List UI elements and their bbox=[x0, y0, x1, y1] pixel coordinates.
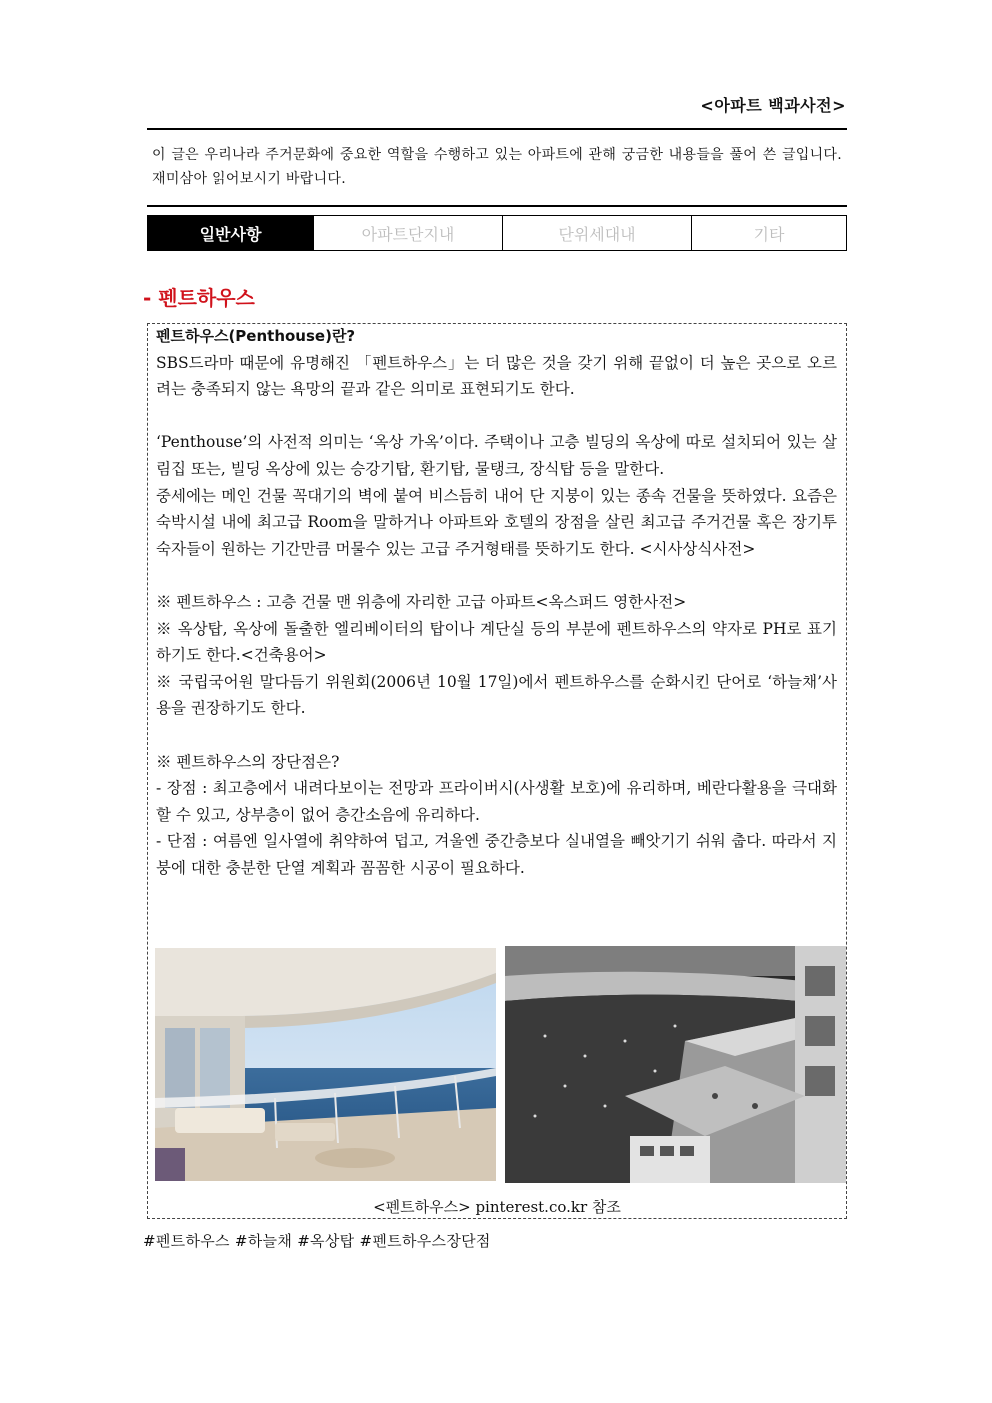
intro-text: 이 글은 우리나라 주거문화에 중요한 역할을 수행하고 있는 아파트에 관해 궁금한 내용들을 풀어 쓴 글입니다. 재미삼아 읽어보시기 바랍니다. bbox=[152, 147, 842, 187]
pros-text: - 장점 : 최고층에서 내려다보이는 전망과 프라이버시(사생활 보호)에 유리하며, 베란다활용을 극대화할 수 있고, 상부층이 없어 층간소음에 유리하다. bbox=[156, 779, 837, 824]
penthouse-balcony-image bbox=[155, 948, 496, 1181]
pros-cons-heading: ※ 펜트하우스의 장단점은? bbox=[156, 752, 340, 771]
tab-unit-household[interactable]: 단위세대내 bbox=[502, 216, 691, 250]
hashtags: #펜트하우스 #하늘채 #옥상탑 #펜트하우스장단점 bbox=[143, 1232, 491, 1250]
cons-text: - 단점 : 여름엔 일사열에 취약하여 덥고, 겨울엔 중간층보다 실내열을 빼앗기기 쉬워 춥다. 따라서 지붕에 대한 충분한 단열 계획과 꼼꼼한 시공이 필요하다. bbox=[156, 832, 837, 877]
article-content bbox=[156, 323, 837, 881]
category-tabs bbox=[147, 215, 847, 251]
paragraph-intro: SBS드라마 때문에 유명해진 「펜트하우스」는 더 많은 것을 갖기 위해 끝없이 더 높은 곳으로 오르려는 충족되지 않는 욕망의 끝과 같은 의미로 표현되기도 한다. bbox=[156, 353, 837, 399]
top-divider bbox=[147, 128, 847, 130]
tab-apartment-complex[interactable]: 아파트단지내 bbox=[313, 216, 502, 250]
penthouse-rooftop-image bbox=[505, 946, 846, 1183]
question-heading: 펜트하우스(Penthouse)란? bbox=[156, 327, 356, 345]
paragraph-definition: ‘Penthouse’의 사전적 의미는 ‘옥상 가옥’이다. 주택이나 고층 빌딩의 옥상에 따로 설치되어 있는 살림집 또는, 빌딩 옥상에 있는 승강기탑, 환기탑, 물탱크, 장식탑 등을 말한다. bbox=[156, 433, 837, 478]
section-title: - 펜트하우스 bbox=[143, 286, 255, 310]
image-caption: <펜트하우스> pinterest.co.kr 참조 bbox=[373, 1198, 621, 1216]
note-abbreviation: ※ 옥상탑, 옥상에 돌출한 엘리베이터의 탑이나 계단실 등의 부분에 펜트하우스의 약자로 PH로 표기하기도 한다.<건축용어> bbox=[156, 619, 837, 665]
document-title: <아파트 백과사전> bbox=[700, 96, 846, 115]
intro-divider bbox=[147, 205, 847, 207]
paragraph-history: 중세에는 메인 건물 꼭대기의 벽에 붙여 비스듬히 내어 단 지붕이 있는 종속 건물을 뜻하였다. 요즘은 숙박시설 내에 최고급 Room을 말하거나 아파트와 호텔의 장점을 살린 최고급 주거건물 혹은 장기투숙자들이 원하는 기간만큼 머물수 있는 고급 주거형태를 뜻하기도 한다. <시사상식사전> bbox=[156, 486, 837, 558]
tab-other[interactable]: 기타 bbox=[691, 216, 846, 250]
note-korean-term: ※ 국립국어원 말다듬기 위원회(2006년 10월 17일)에서 펜트하우스를 순화시킨 단어로 ‘하늘채’사용을 권장하기도 한다. bbox=[156, 672, 837, 718]
note-dictionary: ※ 펜트하우스 : 고층 건물 맨 위층에 자리한 고급 아파트<옥스퍼드 영한사전> bbox=[156, 592, 687, 611]
tab-general[interactable]: 일반사항 bbox=[148, 216, 313, 250]
